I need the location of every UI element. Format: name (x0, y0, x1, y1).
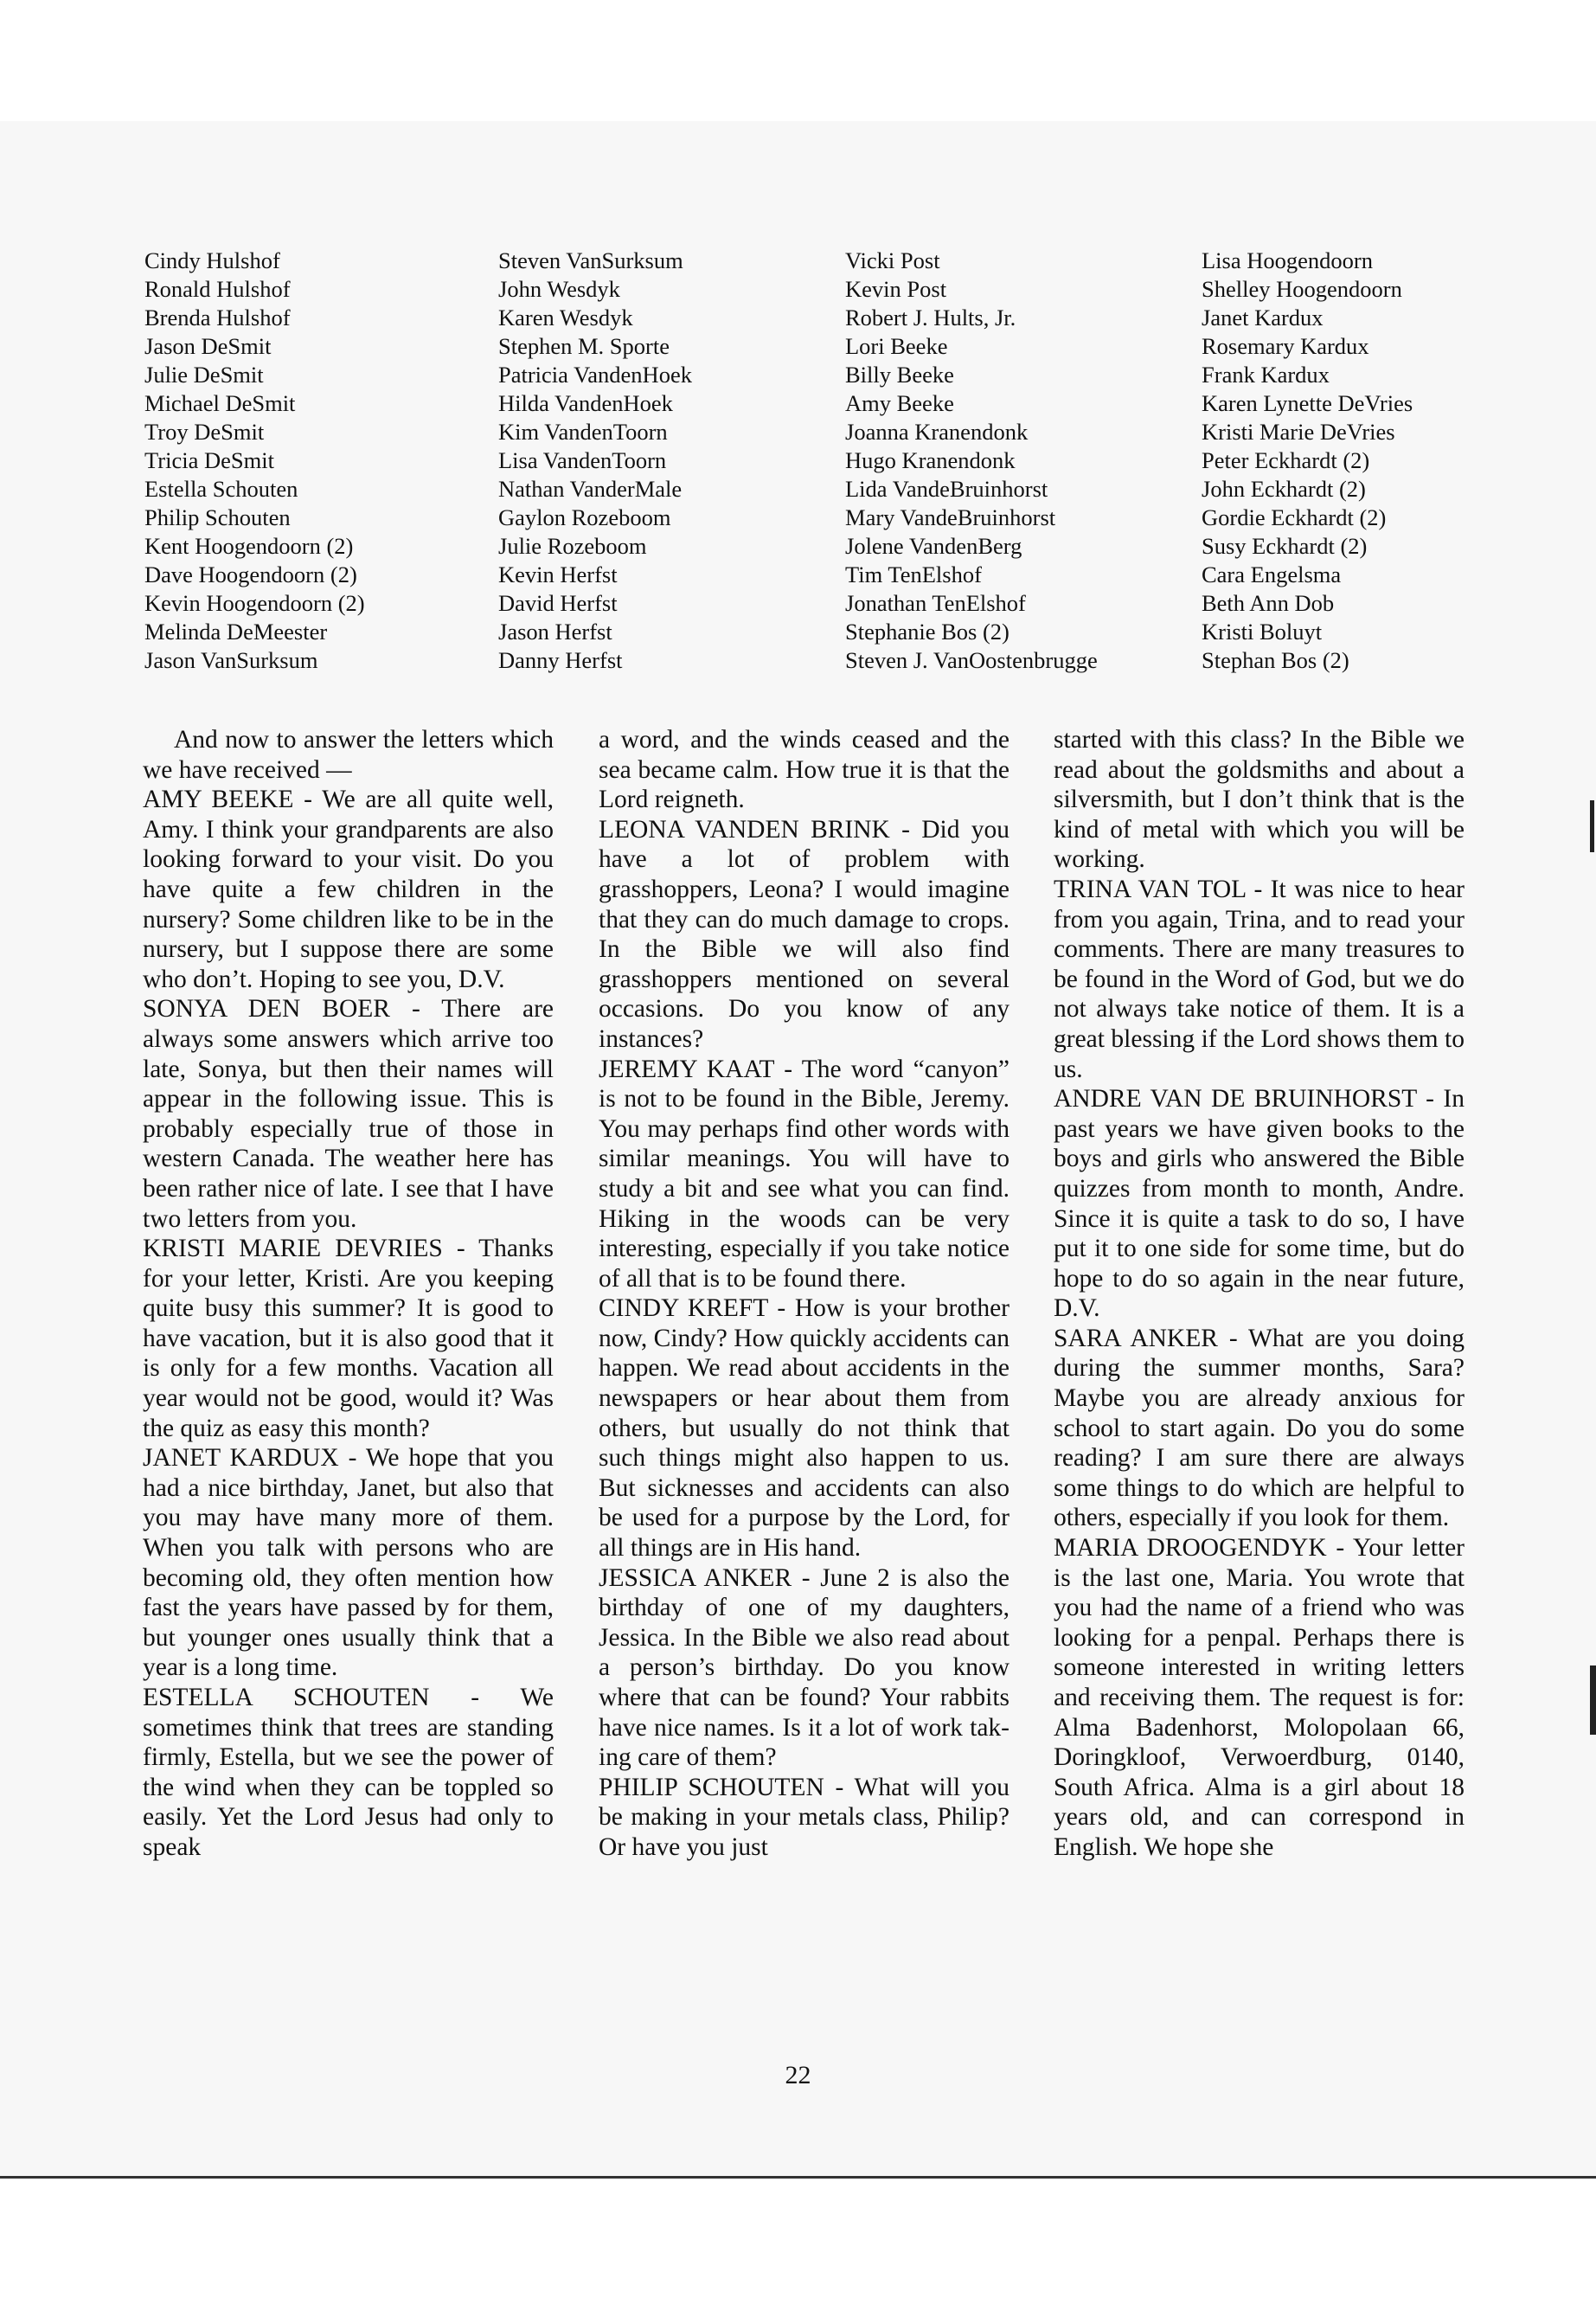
name-entry: Jason DeSmit (144, 333, 272, 359)
name-entry: Stephen M. Sporte (498, 333, 670, 359)
name-entry: Cara Engelsma (1202, 562, 1342, 587)
page-number: 22 (785, 2061, 811, 2089)
name-entry: Peter Eckhardt (2) (1202, 447, 1370, 473)
name-entry: Jason VanSurksum (144, 647, 318, 673)
name-entry: Gaylon Rozeboom (498, 504, 671, 530)
name-entry: Hilda VandenHoek (498, 390, 673, 416)
name-entry: Patricia VandenHoek (498, 362, 692, 388)
name-entry: David Herfst (498, 590, 618, 616)
letter-reply: MARIA DROOGENDYK - Your letter is the last one, Maria. You wrote that you had the name of a friend who was looking for a penpal. Perhaps there is someone interested in writing letters and receiving them. The request is for: Alma Badenhorst, Molopolaan 66, Doringkloof, Verwoerdburg, 0140, South Africa. Alma is a girl about 18 years old, and can correspond in English. We hope she (1054, 1534, 1465, 1861)
name-entry: Philip Schouten (144, 504, 291, 530)
name-entry: Lida VandeBruinhorst (845, 476, 1048, 502)
name-entry: Tim TenElshof (845, 562, 982, 587)
name-entry: Melinda DeMeester (144, 619, 328, 645)
letter-reply: SONYA DEN BOER - There are always some answers which arrive too late, Sonya, but then their names will appear in the following issue. This is probably especially true of those in western Canada. The weather here has been rather nice of late. I see that I have two letters from you. (143, 995, 554, 1233)
name-entry: Kent Hoogendoorn (2) (144, 533, 354, 559)
names-column-3 (845, 247, 1208, 675)
name-entry: Janet Kardux (1202, 305, 1324, 331)
letter-reply: CINDY KREFT - How is your brother now, Cindy? How quickly accidents can happen. We read about accidents in the newspapers or hear about them from others, but usually do not think that such things might also happen to us. But sicknesses and accidents can also be used for a purpose by the Lord, for all things are in His hand. (599, 1294, 1010, 1563)
name-entry: Stephanie Bos (2) (845, 619, 1010, 645)
name-entry: Susy Eckhardt (2) (1202, 533, 1368, 559)
binding-mark (1590, 800, 1594, 852)
name-entry: Michael DeSmit (144, 390, 296, 416)
name-entry: Karen Lynette DeVries (1202, 390, 1413, 416)
name-entry: Robert J. Hults, Jr. (845, 305, 1016, 331)
name-entry: Ronald Hulshof (144, 276, 291, 302)
name-entry: John Eckhardt (2) (1202, 476, 1366, 502)
name-entry: Nathan VanderMale (498, 476, 683, 502)
name-entry: Rosemary Kardux (1202, 333, 1369, 359)
name-entry: Lisa Hoogendoorn (1202, 247, 1373, 273)
name-entry: Beth Ann Dob (1202, 590, 1335, 616)
name-entry: Julie DeSmit (144, 362, 264, 388)
letter-reply: LEONA VANDEN BRINK - Did you have a lot of problem with grasshoppers, Leona? I would imagine that they can do much damage to crops. In the Bible we will also find grasshoppers mentioned on several occasions. Do you know of any instances? (599, 815, 1010, 1053)
letter-reply: JEREMY KAAT - The word “canyon” is not to be found in the Bible, Jeremy. You may perhaps find other words with similar meanings. You will have to study a bit and see what you can find. Hiking in the woods can be very interesting, especially if you take notice of all that is to be found there. (599, 1055, 1010, 1293)
name-entry: Kevin Herfst (498, 562, 618, 587)
name-entry: Billy Beeke (845, 362, 954, 388)
letter-reply: JANET KARDUX - We hope that you had a nice birthday, Janet, but also that you may have many more of them. When you talk with persons who are becoming old, they often mention how fast the years have passed by for them, but younger ones usually think that a year is a long time. (143, 1444, 554, 1682)
name-entry: Jolene VandenBerg (845, 533, 1022, 559)
letter-reply: AMY BEEKE - We are all quite well, Amy. I think your grandparents are also looking forward to your visit. Do you have quite a few children in the nursery? Some children like to be in the nursery, but I suppose there are some who don’t. Hoping to see you, D.V. (143, 786, 554, 993)
letter-reply: TRINA VAN TOL - It was nice to hear from you again, Trina, and to read your comments. There are many treasures to be found in the Word of God, but we do not always take notice of them. It is a great blessing if the Lord shows them to us. (1054, 875, 1465, 1083)
name-entry: Hugo Kranendonk (845, 447, 1016, 473)
letters-column-1 (143, 725, 554, 2031)
name-entry: John Wesdyk (498, 276, 620, 302)
name-entry: Kevin Post (845, 276, 947, 302)
name-entry: Steven VanSurksum (498, 247, 683, 273)
name-entry: Lori Beeke (845, 333, 948, 359)
name-entry: Shelley Hoogendoorn (1202, 276, 1402, 302)
letter-reply: ANDRE VAN DE BRUINHORST - In past years we have given books to the boys and girls who answered the Bible quizzes from month to month, Andre. Since it is quite a task to do so, I have put it to one side for some time, but do hope to do so again in the near future, D.V. (1054, 1085, 1465, 1323)
name-entry: Kim VandenToorn (498, 419, 668, 445)
names-column-4 (1202, 247, 1565, 675)
letters-intro: And now to answer the letters which we have received — (143, 726, 554, 784)
name-entry: Jonathan TenElshof (845, 590, 1026, 616)
names-column-1 (144, 247, 508, 675)
top-margin (0, 0, 1596, 121)
name-entry: Joanna Kranendonk (845, 419, 1029, 445)
name-entry: Kristi Boluyt (1202, 619, 1323, 645)
letter-reply-continued: a word, and the winds ceased and the sea became calm. How true it is that the Lord reigneth. (599, 726, 1010, 814)
binding-mark (1590, 1665, 1596, 1735)
name-entry: Lisa VandenToorn (498, 447, 667, 473)
letter-reply: PHILIP SCHOUTEN - What will you be making in your metals class, Philip? Or have you just (599, 1773, 1010, 1861)
name-entry: Stephan Bos (2) (1202, 647, 1349, 673)
names-column-2 (498, 247, 862, 675)
name-entry: Dave Hoogendoorn (2) (144, 562, 357, 587)
name-entry: Kristi Marie DeVries (1202, 419, 1395, 445)
name-entry: Brenda Hulshof (144, 305, 291, 331)
name-entry: Tricia DeSmit (144, 447, 274, 473)
name-entry: Steven J. VanOostenbrugge (845, 647, 1098, 673)
name-entry: Estella Schouten (144, 476, 298, 502)
letters-column-2 (599, 725, 1010, 2031)
letter-reply: ESTELLA SCHOUTEN - We sometimes think that trees are standing firmly, Estella, but we see the power of the wind when they can be toppled so easily. Yet the Lord Jesus had only to speak (143, 1684, 554, 1861)
name-entry: Karen Wesdyk (498, 305, 633, 331)
letter-reply: SARA ANKER - What are you doing during the summer months, Sara? Maybe you are already anxious for school to start again. Do you do some reading? I am sure there are always some things to do which are helpful to others, especially if you look for them. (1054, 1324, 1465, 1532)
letter-reply: JESSICA ANKER - June 2 is also the birthday of one of my daughters, Jessica. In the Bible we also read about a person’s birthday. Do you know where that can be found? Your rabbits have nice names. Is it a lot of work taking care of them? (599, 1563, 1010, 1772)
name-entry: Mary VandeBruinhorst (845, 504, 1056, 530)
name-entry: Troy DeSmit (144, 419, 265, 445)
bottom-margin (0, 2176, 1596, 2304)
name-entry: Amy Beeke (845, 390, 954, 416)
name-entry: Cindy Hulshof (144, 247, 280, 273)
letter-reply: KRISTI MARIE DEVRIES - Thanks for your letter, Kristi. Are you keeping quite busy this summer? It is good to have vacation, but it is also good that it is only for a few months. Vacation all year would not be good, would it? Was the quiz as easy this month? (143, 1235, 554, 1442)
letter-reply-continued: started with this class? In the Bible we read about the goldsmiths and about a silversmith, but I don’t think that is the kind of metal with which you will be working. (1054, 726, 1465, 874)
name-entry: Julie Rozeboom (498, 533, 647, 559)
name-entry: Danny Herfst (498, 647, 623, 673)
letters-column-3 (1054, 725, 1465, 2031)
name-entry: Vicki Post (845, 247, 940, 273)
name-entry: Gordie Eckhardt (2) (1202, 504, 1387, 530)
name-entry: Frank Kardux (1202, 362, 1330, 388)
names-list (0, 247, 1596, 683)
name-entry: Jason Herfst (498, 619, 612, 645)
name-entry: Kevin Hoogendoorn (2) (144, 590, 365, 616)
